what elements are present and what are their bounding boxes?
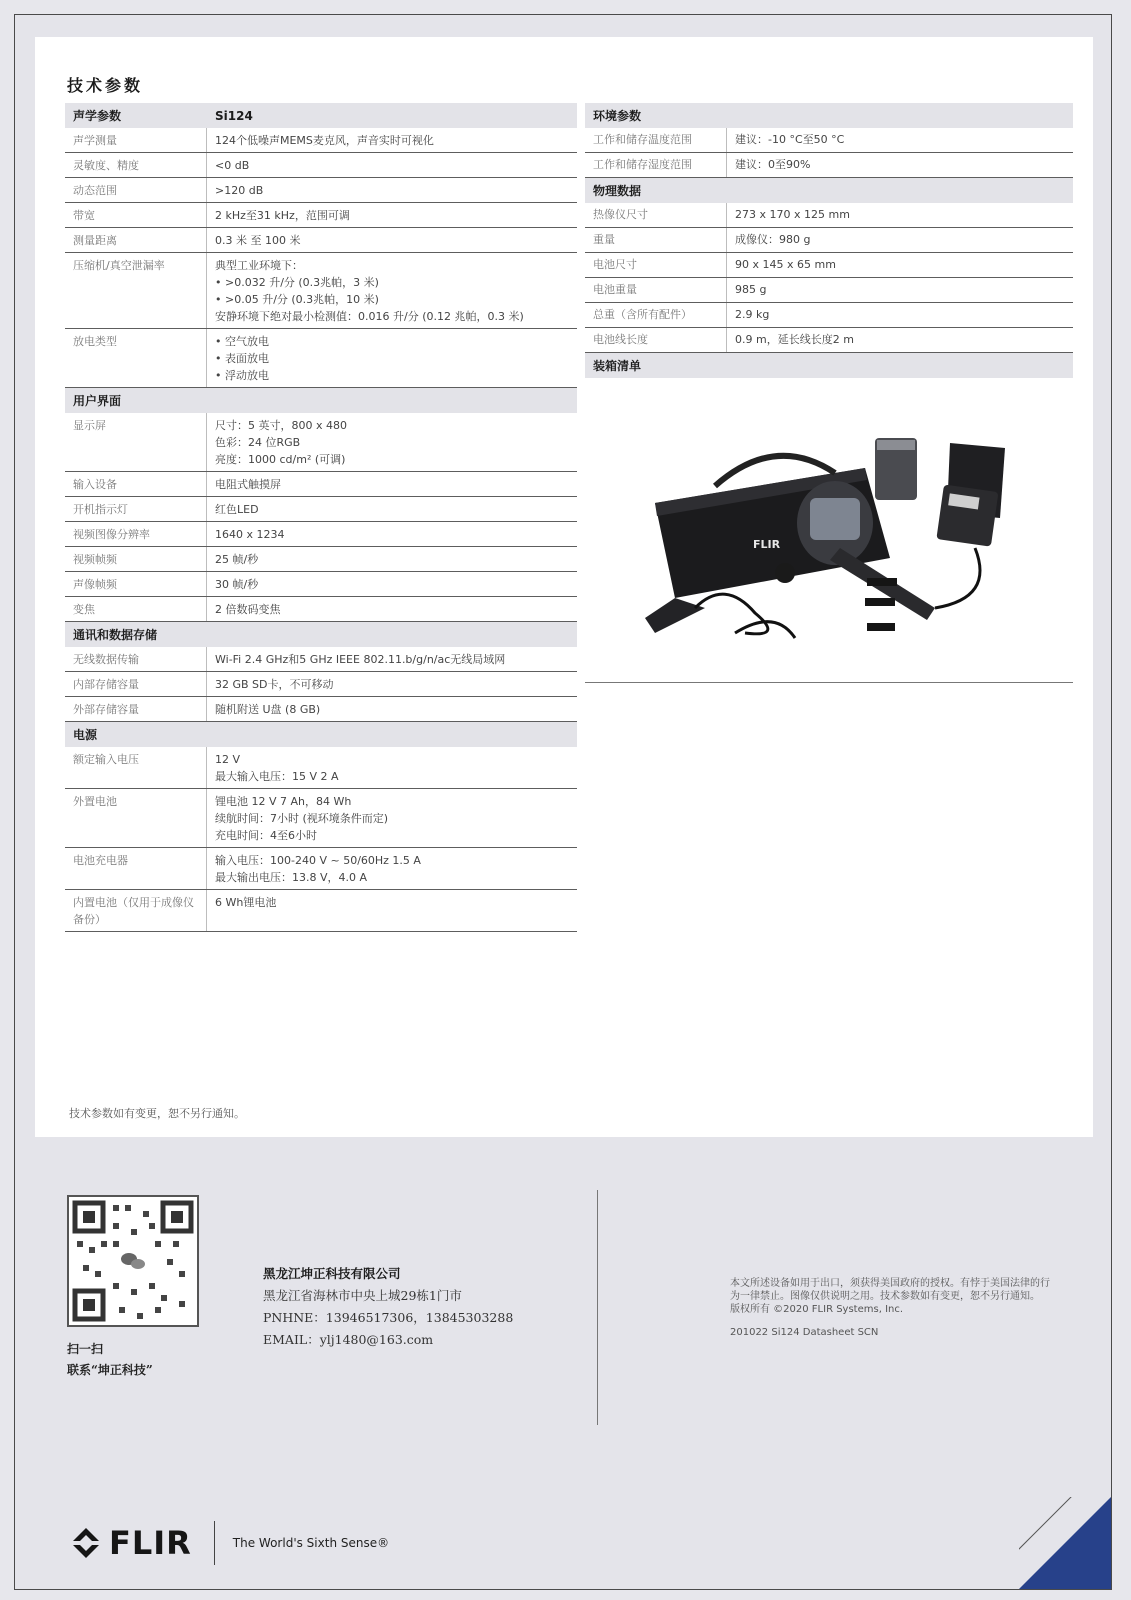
- spec-value-line: 最大输出电压：13.8 V，4.0 A: [215, 871, 368, 884]
- spec-value: [207, 329, 577, 387]
- spec-label: 声学测量: [65, 128, 207, 152]
- spec-row: [65, 789, 577, 848]
- spec-row: [65, 848, 577, 890]
- spec-value: [207, 647, 577, 671]
- company-name: 黑龙江坤正科技有限公司: [263, 1266, 401, 1281]
- footer-divider: [597, 1190, 598, 1425]
- company-phone: PNHNE：13946517306，13845303288: [263, 1310, 514, 1325]
- spec-value-line: 锂电池 12 V 7 Ah，84 Wh: [215, 795, 352, 808]
- spec-value-line: 充电时间：4至6小时: [215, 829, 317, 842]
- section-header-value: Si124: [215, 108, 253, 123]
- spec-value-line: 输入电压：100-240 V ~ 50/60Hz 1.5 A: [215, 854, 421, 867]
- section-header: [585, 103, 1073, 128]
- spec-row: [65, 153, 577, 178]
- spec-row: [65, 128, 577, 153]
- spec-label: 灵敏度、精度: [65, 153, 207, 177]
- qr-code-icon: [67, 1195, 199, 1327]
- spec-value-line: 985 g: [735, 283, 767, 296]
- spec-label: 外置电池: [65, 789, 207, 847]
- section-title: 装箱清单: [593, 359, 642, 373]
- spec-value: [727, 278, 1073, 302]
- copyright-text: 版权所有 ©2020 FLIR Systems, Inc.: [730, 1304, 904, 1315]
- spec-value: [207, 413, 577, 471]
- spec-value-line: 红色LED: [215, 503, 259, 516]
- spec-value: [727, 328, 1073, 352]
- spec-row: [65, 572, 577, 597]
- spec-value: [727, 203, 1073, 227]
- spec-value: [207, 747, 577, 788]
- section-title: 物理数据: [593, 184, 642, 198]
- page-title: 技术参数: [67, 76, 144, 95]
- spec-row: [65, 522, 577, 547]
- spec-value-line: <0 dB: [215, 159, 250, 172]
- scan-line-1: 扫一扫: [67, 1342, 104, 1356]
- spec-value-line: 亮度：1000 cd/m² (可调): [215, 453, 346, 466]
- spec-row: [585, 153, 1073, 178]
- spec-row: [585, 278, 1073, 303]
- spec-value: [207, 597, 577, 621]
- section-header: [65, 722, 577, 747]
- spec-label: 测量距离: [65, 228, 207, 252]
- spec-value: [207, 253, 577, 328]
- spec-value-line: 最大输入电压：15 V 2 A: [215, 770, 339, 783]
- spec-row: [65, 178, 577, 203]
- spec-value: [207, 203, 577, 227]
- spec-label: 视频图像分辨率: [65, 522, 207, 546]
- spec-value: [207, 178, 577, 202]
- spec-value: [207, 497, 577, 521]
- spec-value: [727, 303, 1073, 327]
- spec-value: [727, 253, 1073, 277]
- document-code: 201022 Si124 Datasheet SCN: [730, 1327, 879, 1338]
- spec-value-line: 典型工业环境下：: [215, 259, 303, 272]
- spec-value-line: 续航时间：7小时 (视环境条件而定): [215, 812, 389, 825]
- spec-label: 带宽: [65, 203, 207, 227]
- spec-row: [65, 747, 577, 789]
- spec-label: 内部存储容量: [65, 672, 207, 696]
- spec-value-line: • >0.05 升/分 (0.3兆帕，10 米): [215, 293, 379, 306]
- spec-value: [207, 697, 577, 721]
- spec-row: [585, 228, 1073, 253]
- spec-value-line: • 空气放电: [215, 335, 269, 348]
- section-header: [65, 103, 577, 128]
- spec-label: 压缩机/真空泄漏率: [65, 253, 207, 328]
- spec-row: [585, 253, 1073, 278]
- right-spec-column: [585, 103, 1073, 683]
- brand-wordmark: FLIR: [109, 1524, 192, 1562]
- spec-value: [727, 153, 1073, 177]
- spec-row: [65, 472, 577, 497]
- spec-value-line: 2 倍数码变焦: [215, 603, 281, 616]
- spec-value-line: 随机附送 U盘 (8 GB): [215, 703, 321, 716]
- legal-notice: [730, 1277, 1050, 1339]
- spec-value: [207, 848, 577, 889]
- spec-value-line: 1640 x 1234: [215, 528, 285, 541]
- section-header: [65, 622, 577, 647]
- spec-row: [65, 647, 577, 672]
- brand-tagline: The World's Sixth Sense®: [232, 1536, 390, 1550]
- spec-row: [65, 672, 577, 697]
- company-email: EMAIL：ylj1480@163.com: [263, 1332, 434, 1347]
- spec-label: 外部存储容量: [65, 697, 207, 721]
- spec-value: [207, 789, 577, 847]
- left-spec-column: [65, 103, 577, 932]
- product-logo-text: FLIR: [753, 538, 781, 551]
- section-title: 电源: [73, 728, 98, 742]
- spec-value-line: • 浮动放电: [215, 369, 269, 382]
- spec-value-line: >120 dB: [215, 184, 264, 197]
- spec-value-line: 90 x 145 x 65 mm: [735, 258, 836, 271]
- scan-caption: [67, 1339, 153, 1381]
- spec-value-line: 0.3 米 至 100 米: [215, 234, 301, 247]
- spec-row: [65, 697, 577, 722]
- spec-value-line: 0.9 m，延长线长度2 m: [735, 333, 854, 346]
- spec-panel: [35, 37, 1093, 1137]
- spec-value: [207, 228, 577, 252]
- logo-separator: [214, 1521, 215, 1565]
- spec-value-line: 尺寸：5 英寸，800 x 480: [215, 419, 347, 432]
- section-title: 声学参数: [73, 109, 122, 123]
- spec-value: [207, 153, 577, 177]
- spec-row: [65, 329, 577, 388]
- spec-label: 工作和储存温度范围: [585, 128, 727, 152]
- spec-label: 视频帧频: [65, 547, 207, 571]
- spec-label: 电池充电器: [65, 848, 207, 889]
- spec-value-line: 12 V: [215, 753, 241, 766]
- spec-value: [727, 128, 1073, 152]
- spec-label: 显示屏: [65, 413, 207, 471]
- spec-row: [65, 890, 577, 932]
- spec-row: [585, 128, 1073, 153]
- company-info: [263, 1263, 513, 1351]
- spec-value-line: 色彩：24 位RGB: [215, 436, 301, 449]
- spec-value: [207, 472, 577, 496]
- spec-value-line: 30 帧/秒: [215, 578, 259, 591]
- spec-value: [207, 672, 577, 696]
- spec-label: 电池尺寸: [585, 253, 727, 277]
- spec-label: 热像仪尺寸: [585, 203, 727, 227]
- spec-value: [727, 228, 1073, 252]
- spec-value-line: 成像仪：980 g: [735, 233, 811, 246]
- spec-value: [207, 890, 577, 931]
- section-title: 通讯和数据存储: [73, 628, 158, 642]
- spec-value-line: 273 x 170 x 125 mm: [735, 208, 850, 221]
- brand-logo: [69, 1523, 389, 1563]
- spec-value-line: 建议：-10 °C至50 °C: [735, 133, 845, 146]
- spec-value-line: 安静环境下绝对最小检测值：0.016 升/分 (0.12 兆帕，0.3 米): [215, 310, 524, 323]
- spec-label: 变焦: [65, 597, 207, 621]
- section-title: 用户界面: [73, 394, 122, 408]
- spec-row: [65, 413, 577, 472]
- spec-value-line: 32 GB SD卡，不可移动: [215, 678, 334, 691]
- spec-label: 动态范围: [65, 178, 207, 202]
- spec-label: 声像帧频: [65, 572, 207, 596]
- spec-row: [585, 203, 1073, 228]
- company-address: 黑龙江省海林市中央上城29栋1门市: [263, 1288, 462, 1303]
- product-kit-photo: [585, 378, 1073, 683]
- spec-label: 内置电池（仅用于成像仪备份）: [65, 890, 207, 931]
- spec-label: 总重（含所有配件）: [585, 303, 727, 327]
- spec-value-line: Wi-Fi 2.4 GHz和5 GHz IEEE 802.11.b/g/n/ac无线局域网: [215, 653, 506, 666]
- flir-diamond-icon: [69, 1526, 103, 1560]
- spec-row: [65, 228, 577, 253]
- spec-label: 重量: [585, 228, 727, 252]
- corner-accent: [1019, 1497, 1111, 1589]
- spec-value: [207, 128, 577, 152]
- spec-row: [65, 253, 577, 329]
- spec-value-line: 电阻式触摸屏: [215, 478, 281, 491]
- spec-row: [65, 597, 577, 622]
- disclaimer-note: 技术参数如有变更，恕不另行通知。: [69, 1107, 245, 1120]
- spec-row: [585, 303, 1073, 328]
- section-header: [585, 178, 1073, 203]
- spec-value: [207, 572, 577, 596]
- spec-value-line: • 表面放电: [215, 352, 269, 365]
- section-title: 环境参数: [593, 109, 642, 123]
- scan-line-2: 联系“坤正科技”: [67, 1363, 153, 1377]
- spec-value-line: • >0.032 升/分 (0.3兆帕，3 米): [215, 276, 379, 289]
- spec-row: [65, 547, 577, 572]
- spec-value-line: 25 帧/秒: [215, 553, 259, 566]
- spec-value-line: 建议：0至90%: [735, 158, 811, 171]
- spec-label: 额定输入电压: [65, 747, 207, 788]
- spec-value: [207, 522, 577, 546]
- spec-value-line: 6 Wh锂电池: [215, 896, 277, 909]
- spec-value-line: 2.9 kg: [735, 308, 770, 321]
- spec-value: [207, 547, 577, 571]
- spec-label: 电池线长度: [585, 328, 727, 352]
- spec-label: 工作和储存湿度范围: [585, 153, 727, 177]
- spec-label: 放电类型: [65, 329, 207, 387]
- spec-row: [585, 328, 1073, 353]
- datasheet-page: [14, 14, 1112, 1590]
- legal-text: 本文所述设备如用于出口，须获得美国政府的授权。有悖于美国法律的行为一律禁止。图像仅供说明之用。技术参数如有变更，恕不另行通知。: [730, 1278, 1050, 1302]
- spec-label: 输入设备: [65, 472, 207, 496]
- spec-row: [65, 497, 577, 522]
- spec-label: 电池重量: [585, 278, 727, 302]
- section-header: [585, 353, 1073, 378]
- spec-label: 无线数据传输: [65, 647, 207, 671]
- spec-row: [65, 203, 577, 228]
- spec-value-line: 124个低噪声MEMS麦克风，声音实时可视化: [215, 134, 434, 147]
- spec-value-line: 2 kHz至31 kHz，范围可调: [215, 209, 350, 222]
- section-header: [65, 388, 577, 413]
- spec-label: 开机指示灯: [65, 497, 207, 521]
